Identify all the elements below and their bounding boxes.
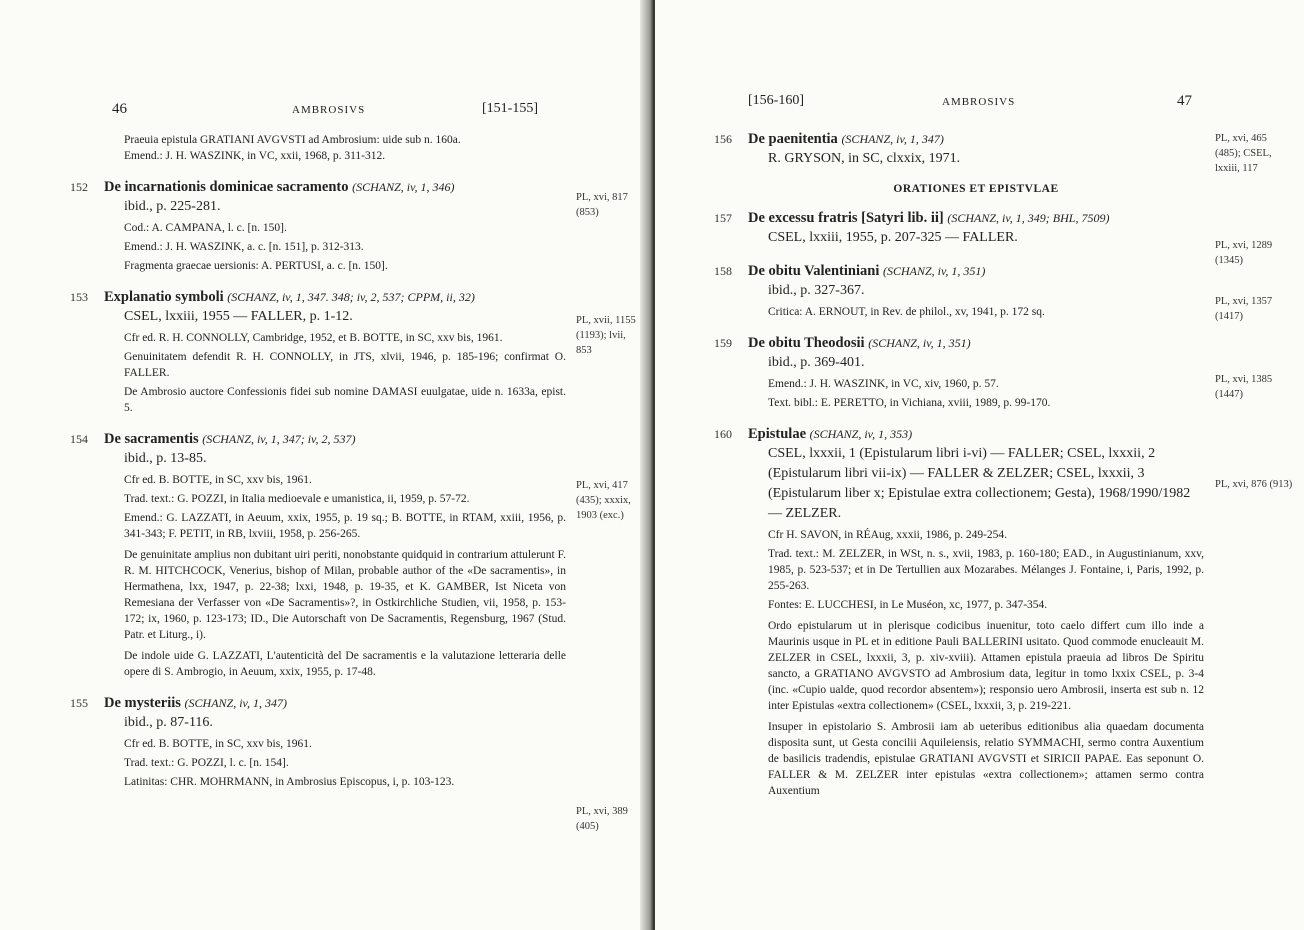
entry-note: Emend.: J. H. WASZINK, a. c. [n. 151], p. 312-313.	[124, 241, 364, 253]
entry-number: 155	[70, 696, 88, 710]
entry-title: De excessu fratris [Satyri lib. ii]	[748, 210, 944, 226]
entry-number: 159	[714, 336, 732, 350]
entry-note: Trad. text.: G. POZZI, in Italia medioevale e umanistica, ii, 1959, p. 57-72.	[124, 493, 470, 505]
entry-note: Fontes: E. LUCCHESI, in Le Muséon, xc, 1977, p. 347-354.	[768, 599, 1048, 611]
entry-note: Cod.: A. CAMPANA, l. c. [n. 150].	[124, 222, 287, 234]
entry-paragraph: De genuinitate amplius non dubitant uiri periti, nonobstante quidquid in contrarium attulerunt F. R. M. HITCHCOCK, Venerius, bishop of Milan, probable author of the «De sacramentis», in Hermathena, lxx, 1947, p. 22-38; lxxi, 1948, p. 19-35, et K. GAMBER, Ist Niceta von Remesiana der Verfasser von «De Sacramentis»?, in Ostkirchliche Studien, vii, 1958, p. 153-172; ix, 1960, p. 123-173; ID., Die Autorschaft von De Sacramentis, Regensburg, 1967 (Stud. Patr. et Liturg., i).	[124, 549, 566, 641]
left-page-number: 46	[112, 101, 127, 117]
entry-title: Explanatio symboli	[104, 289, 224, 305]
entry-160	[714, 425, 1204, 799]
right-column	[714, 130, 1204, 813]
entry-note: Fragmenta graecae uersionis: A. PERTUSI, a. c. [n. 150].	[124, 260, 388, 272]
entry-edition: ibid., p. 13-85.	[124, 451, 207, 466]
margin-ref-152: PL, xvi, 817 (853)	[576, 192, 628, 218]
entry-note: Genuinitatem defendit R. H. CONNOLLY, in JTS, xlvii, 1946, p. 185-196; confirmat O. FALLER.	[124, 351, 566, 379]
entry-title-line	[748, 425, 1204, 444]
entry-title-line	[748, 130, 1204, 149]
entry-edition: ibid., p. 87-116.	[124, 715, 213, 730]
entry-edition: ibid., p. 327-367.	[768, 283, 865, 298]
margin-ref-156: PL, xvi, 465 (485); CSEL, lxxiii, 117	[1215, 133, 1272, 174]
intro-note	[104, 132, 566, 164]
entry-edition: CSEL, lxxiii, 1955 — FALLER, p. 1-12.	[124, 309, 353, 324]
entry-title-line	[748, 209, 1204, 228]
entry-title: De paenitentia	[748, 131, 838, 147]
entry-note: Cfr H. SAVON, in RÉAug, xxxii, 1986, p. 249-254.	[768, 529, 1008, 541]
entry-note: Emend.: G. LAZZATI, in Aeuum, xxix, 1955, p. 19 sq.; B. BOTTE, in RTAM, xxiii, 1956, p. 341-343; F. PETIT, in RB, lxviii, 1958, p. 256-265.	[124, 512, 566, 540]
entry-reference: (SCHANZ, iv, 1, 347)	[841, 132, 944, 146]
entry-157	[714, 209, 1204, 248]
entry-number: 152	[70, 180, 88, 194]
entry-156	[714, 130, 1204, 169]
margin-ref-154: PL, xvi, 417 (435); xxxix, 1903 (exc.)	[576, 480, 631, 521]
entry-note: Cfr ed. R. H. CONNOLLY, Cambridge, 1952, et B. BOTTE, in SC, xxv bis, 1961.	[124, 332, 503, 344]
left-running-title: AMBROSIVS	[292, 104, 366, 116]
margin-ref-159: PL, xvi, 1385 (1447)	[1215, 374, 1273, 400]
entry-note: Text. bibl.: E. PERETTO, in Vichiana, xviii, 1989, p. 99-170.	[768, 397, 1051, 409]
entry-reference: (SCHANZ, iv, 1, 346)	[352, 180, 455, 194]
entry-155	[70, 694, 566, 790]
entry-reference: (SCHANZ, iv, 1, 351)	[882, 264, 986, 278]
entry-154	[70, 430, 566, 680]
entry-153	[70, 288, 566, 416]
entry-edition: R. GRYSON, in SC, clxxix, 1971.	[768, 151, 961, 166]
margin-ref-153: PL, xvii, 1155 (1193); lvii, 853	[576, 315, 636, 356]
right-running-title: AMBROSIVS	[942, 96, 1016, 108]
entry-note: Emend.: J. H. WASZINK, in VC, xiv, 1960, p. 57.	[768, 378, 999, 390]
entry-number: 153	[70, 290, 88, 304]
entry-reference: (SCHANZ, iv, 1, 347. 348; iv, 2, 537; CPPM, ii, 32)	[227, 290, 475, 304]
entry-reference: (SCHANZ, iv, 1, 349; BHL, 7509)	[947, 211, 1110, 225]
entry-number: 158	[714, 264, 732, 278]
left-column	[70, 132, 566, 804]
entry-note: De Ambrosio auctore Confessionis fidei sub nomine DAMASI euulgatae, uide n. 1633a, epist. 5.	[124, 386, 566, 414]
entry-edition: CSEL, lxxiii, 1955, p. 207-325 — FALLER.	[768, 230, 1018, 245]
left-entry-range: [151-155]	[482, 101, 538, 116]
entry-title-line	[748, 334, 1204, 353]
entry-reference: (SCHANZ, iv, 1, 347; iv, 2, 537)	[202, 432, 356, 446]
right-entry-range: [156-160]	[748, 93, 804, 108]
entry-title-line	[104, 178, 566, 197]
entry-title-line	[748, 262, 1204, 281]
entry-paragraph: Insuper in epistolario S. Ambrosii iam ab ueteribus editionibus alia quaedam documenta disposita sunt, ut Gesta concilii Aquileiensis, relatio SYMMACHI, sermo contra Auxentium de basilicis tradendis, epistulae GRATIANI AVGVSTI et SIRICII PAPAE. Eas seponunt O. FALLER & M. ZELZER inter epistulas «extra collectionem»; attamen sermo contra Auxentium	[768, 721, 1204, 797]
margin-ref-155: PL, xvi, 389 (405)	[576, 806, 628, 832]
entry-title: Epistulae	[748, 426, 807, 442]
entry-title-line	[104, 288, 566, 307]
entry-paragraph: Ordo epistularum ut in plerisque codicibus inuenitur, toto caelo differt cum illo inde a Maurinis usque in PL et in editione Pauli BALLERINI usitato. Quod commode enucleauit M. ZELZER in CSEL, lxxxii, 3, p. xiv-xviii). Attamen epistula praeuia ad libros De Spiritu sancto, a GRATIANO AVGVSTO ad Ambrosium data, legitur in tomo lxxix CSEL, p. 3-4 (inc. «Cupio ualde, quod recordor absentem»); responsio uero Ambrosii, inserta est sub n. 12 inter Epistulas «extra collectionem» (CSEL, lxxxii, 3, p. 219-221.	[768, 620, 1204, 712]
entry-number: 157	[714, 211, 732, 225]
entry-note: Latinitas: CHR. MOHRMANN, in Ambrosius Episcopus, i, p. 103-123.	[124, 776, 455, 788]
entry-note: Critica: A. ERNOUT, in Rev. de philol., xv, 1941, p. 172 sq.	[768, 306, 1045, 318]
section-heading: ORATIONES ET EPISTVLAE	[893, 183, 1059, 195]
margin-ref-158: PL, xvi, 1357 (1417)	[1215, 296, 1273, 322]
entry-158	[714, 262, 1204, 320]
entry-edition: CSEL, lxxxii, 1 (Epistularum libri i-vi) — FALLER; CSEL, lxxxii, 2 (Epistularum libri vii-ix) — FALLER & ZELZER; CSEL, lxxxii, 3 (Epistularum liber x; Epistulae extra collectionem; Gesta), 1968/1990/1982 — ZELZER.	[768, 446, 1191, 521]
right-page-number: 47	[1177, 93, 1192, 109]
entry-paragraph: De indole uide G. LAZZATI, L'autenticità del De sacramentis e la valutazione letteraria delle opere di S. Ambrogio, in Aeuum, xxix, 1955, p. 17-48.	[124, 650, 566, 678]
entry-159	[714, 334, 1204, 411]
entry-title: De obitu Theodosii	[748, 335, 865, 351]
entry-title: De sacramentis	[104, 431, 199, 447]
entry-title-line	[104, 694, 566, 713]
entry-edition: ibid., p. 369-401.	[768, 355, 865, 370]
entry-edition: ibid., p. 225-281.	[124, 199, 221, 214]
entry-title: De incarnationis dominicae sacramento	[104, 179, 349, 195]
entry-number: 154	[70, 432, 88, 446]
entry-note: Cfr ed. B. BOTTE, in SC, xxv bis, 1961.	[124, 738, 312, 750]
intro-text: Praeuia epistula GRATIANI AVGVSTI ad Ambrosium: uide sub n. 160a.	[124, 134, 461, 146]
entry-number: 156	[714, 132, 732, 146]
entry-reference: (SCHANZ, iv, 1, 353)	[809, 427, 913, 441]
entry-title: De obitu Valentiniani	[748, 263, 880, 279]
entry-152	[70, 178, 566, 274]
intro-emend: Emend.: J. H. WASZINK, in VC, xxii, 1968, p. 311-312.	[124, 150, 386, 162]
margin-ref-157: PL, xvi, 1289 (1345)	[1215, 240, 1273, 266]
entry-note: Trad. text.: G. POZZI, l. c. [n. 154].	[124, 757, 289, 769]
entry-reference: (SCHANZ, iv, 1, 351)	[868, 336, 971, 350]
entry-number: 160	[714, 427, 732, 441]
entry-reference: (SCHANZ, iv, 1, 347)	[184, 696, 287, 710]
margin-ref-160: PL, xvi, 876 (913)	[1215, 479, 1293, 490]
entry-title-line	[104, 430, 566, 449]
right-page	[655, 0, 1304, 930]
entry-note: Cfr ed. B. BOTTE, in SC, xxv bis, 1961.	[124, 474, 312, 486]
entry-note: Trad. text.: M. ZELZER, in WSt, n. s., xvii, 1983, p. 160-180; EAD., in Augustinianum, xxv, 1985, p. 523-537; et in De Tertullien aux Mozarabes. Mélanges J. Fontaine, i, Paris, 1992, p. 255-263.	[768, 548, 1204, 592]
entry-title: De mysteriis	[104, 695, 181, 711]
